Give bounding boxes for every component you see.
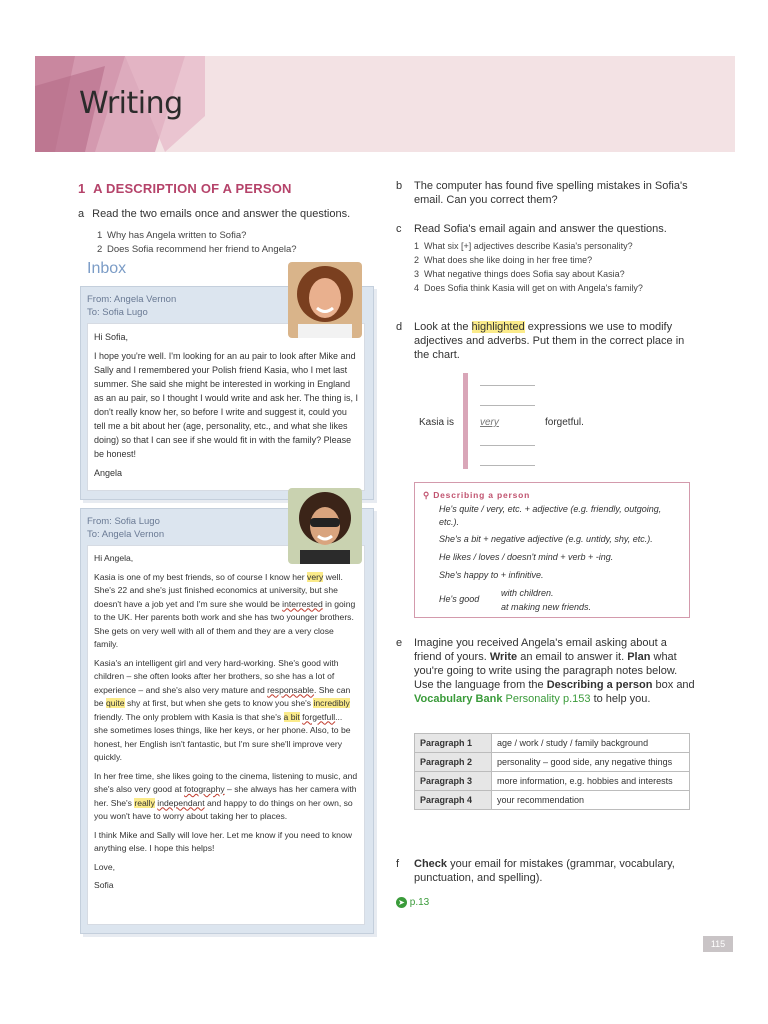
box-line: She's happy to + infinitive. [439, 570, 544, 580]
task-c-questions [414, 239, 696, 295]
task-a [78, 208, 388, 220]
task-c [396, 222, 696, 295]
section-heading: A DESCRIPTION OF A PERSON [93, 181, 292, 196]
blank-line [480, 445, 535, 446]
scale-bar [463, 373, 468, 469]
chart-subject: Kasia is [419, 417, 455, 428]
email-header [87, 293, 176, 319]
box-line: She's a bit + negative adjective (e.g. untidy, shy, etc.). [439, 534, 653, 544]
paragraph-plan-table [414, 733, 690, 810]
section-number: 1 [78, 181, 86, 196]
email-body [87, 323, 365, 491]
email-header [87, 515, 164, 541]
photo-sofia [288, 488, 362, 564]
magnifier-icon: ⚲ [423, 490, 431, 500]
highlight: quite [105, 698, 125, 708]
list-item: 2 What does she like doing in her free time? [414, 255, 593, 265]
highlight: a bit [283, 711, 300, 722]
blank-line [480, 405, 535, 406]
email-paragraph: I think Mike and Sally will love her. Let me know if you need to know anything else. I hope this helps! [94, 829, 352, 853]
table-row: Paragraph 1 age / work / study / family background [415, 734, 690, 753]
highlight: very [307, 571, 324, 582]
task-b [396, 179, 696, 207]
email-signoff: Angela [94, 468, 123, 478]
blank-line [480, 465, 535, 466]
task-f-label: f [396, 858, 400, 870]
email-paragraph: I hope you're well. I'm looking for an au pair to look after Mike and Sally and I remembered your Polish friend Kasia, who I met last summer. She said she might be interested in working in England as an au pair, so I thought I would write and ask her. The thing is, I don't really know her, so before I write and suggest it, could you tell me a bit about her (age, personality, etc., and what she likes doing) so that I can see if she would fit in with the family? Please be honest! [94, 351, 358, 459]
highlight: really [134, 797, 155, 808]
email-paragraph: Kasia is one of my best friends, so of course I know her very well. She's 22 and she's just finished economics at university, but she doesn't have a job yet and I'm sure she would be interrested in going to the UK. Her parents both work and she has two younger brothers. She gets on very well with all of them and they are a very close family. [94, 571, 356, 649]
task-d-text: Look at the highlighted expressions we use to modify adjectives and adverbs. Put them in the correct place in the chart. [414, 321, 685, 361]
email-from: From: Angela Vernon [87, 294, 177, 305]
task-e [396, 636, 696, 706]
task-c-text: Read Sofia's email again and answer the questions. [414, 223, 667, 235]
task-c-label: c [396, 223, 402, 235]
box-line: with children. [501, 588, 554, 598]
list-item: 3 What negative things does Sofia say about Kasia? [414, 269, 625, 279]
highlight: highlighted [471, 321, 525, 333]
email-greeting: Hi Angela, [94, 553, 134, 563]
email-sofia [80, 508, 374, 934]
list-item: 1 Why has Angela written to Sofia? [97, 230, 247, 241]
inbox-title: Inbox [87, 260, 127, 277]
list-item: 2 Does Sofia recommend her friend to Angela? [97, 244, 297, 255]
email-body [87, 545, 365, 925]
task-e-text: Imagine you received Angela's email asking about a friend of yours. Write an email to answer it. Plan what you're going to write using the paragraph notes below. Use the language from the Describing a person box and Vocabulary Bank Personality p.153 to help you. [414, 637, 695, 705]
task-d [396, 320, 696, 362]
arrow-circle-icon: ➤ [396, 897, 407, 908]
task-d-label: d [396, 321, 403, 333]
page-number: 115 [703, 936, 733, 952]
list-item: 4 Does Sofia think Kasia will get on with Angela's family? [414, 283, 643, 293]
section-title [78, 181, 292, 196]
chart-adjective: forgetful. [545, 417, 584, 428]
task-a-text: Read the two emails once and answer the questions. [92, 208, 351, 220]
modifier-chart [415, 373, 685, 473]
task-a-label: a [78, 208, 85, 220]
vocabulary-bank-link[interactable]: Vocabulary Bank [414, 693, 503, 705]
task-b-text: The computer has found five spelling mistakes in Sofia's email. Can you correct them? [414, 180, 688, 206]
email-to: To: Sofia Lugo [87, 307, 148, 318]
blank-line [480, 385, 535, 386]
list-item: 1 What six [+] adjectives describe Kasia's personality? [414, 241, 633, 251]
box-line: He's good [439, 594, 480, 604]
email-from: From: Sofia Lugo [87, 516, 160, 527]
spelling-mistake: forgetfull [302, 711, 336, 722]
woman-portrait-icon [288, 262, 362, 338]
task-e-label: e [396, 637, 403, 649]
spelling-mistake: interrested [282, 598, 323, 609]
task-f-text: Check your email for mistakes (grammar, vocabulary, punctuation, and spelling). [414, 858, 675, 884]
spelling-mistake: fotography [184, 784, 225, 794]
email-to: To: Angela Vernon [87, 529, 165, 540]
chart-example: very [480, 417, 499, 428]
box-line: He's quite / very, etc. + adjective (e.g. friendly, outgoing, etc.). [439, 504, 662, 527]
email-paragraph: In her free time, she likes going to the cinema, listening to music, and she's also very good at fotography – she always has her camera with her. She's really independant and happy to do things on her own, so you won't have to worry about taking her to places. [94, 770, 358, 821]
highlight: incredibly [313, 698, 350, 708]
page-reference[interactable]: ➤ p.13 [396, 897, 429, 908]
email-greeting: Hi Sofia, [94, 332, 129, 342]
spelling-mistake: independant [157, 797, 205, 808]
box-line: He likes / loves / doesn't mind + verb + -ing. [439, 552, 614, 562]
photo-angela [288, 262, 362, 338]
task-a-questions [97, 229, 297, 257]
table-row: Paragraph 2 personality – good side, any negative things [415, 753, 690, 772]
table-row: Paragraph 4 your recommendation [415, 791, 690, 810]
email-paragraph: Kasia's an intelligent girl and very hard-working. She's good with children – she often looks after her brothers, so she has a lot of experience – and she's also very mature and responsable. She can be quite shy at first, but when she gets to know you she's incredibly friendly. The only problem with Kasia is that she's a bit forgetfull... she sometimes loses things, like her keys, or her phone. Also, to be honest, her English isn't fantastic, but I'm sure she'll improve very quickly. [94, 657, 351, 762]
describing-box [414, 482, 690, 618]
spelling-mistake: responsable [267, 684, 314, 695]
box-line: at making new friends. [501, 602, 592, 612]
email-closing: Love, [94, 861, 116, 872]
woman-portrait-icon [288, 488, 362, 564]
page-title: Writing [79, 86, 183, 121]
email-signoff: Sofia [94, 880, 114, 890]
task-f [396, 857, 696, 885]
table-row: Paragraph 3 more information, e.g. hobbies and interests [415, 772, 690, 791]
task-b-label: b [396, 180, 403, 192]
header-banner [35, 56, 735, 152]
box-heading: ⚲ Describing a person [423, 490, 531, 500]
